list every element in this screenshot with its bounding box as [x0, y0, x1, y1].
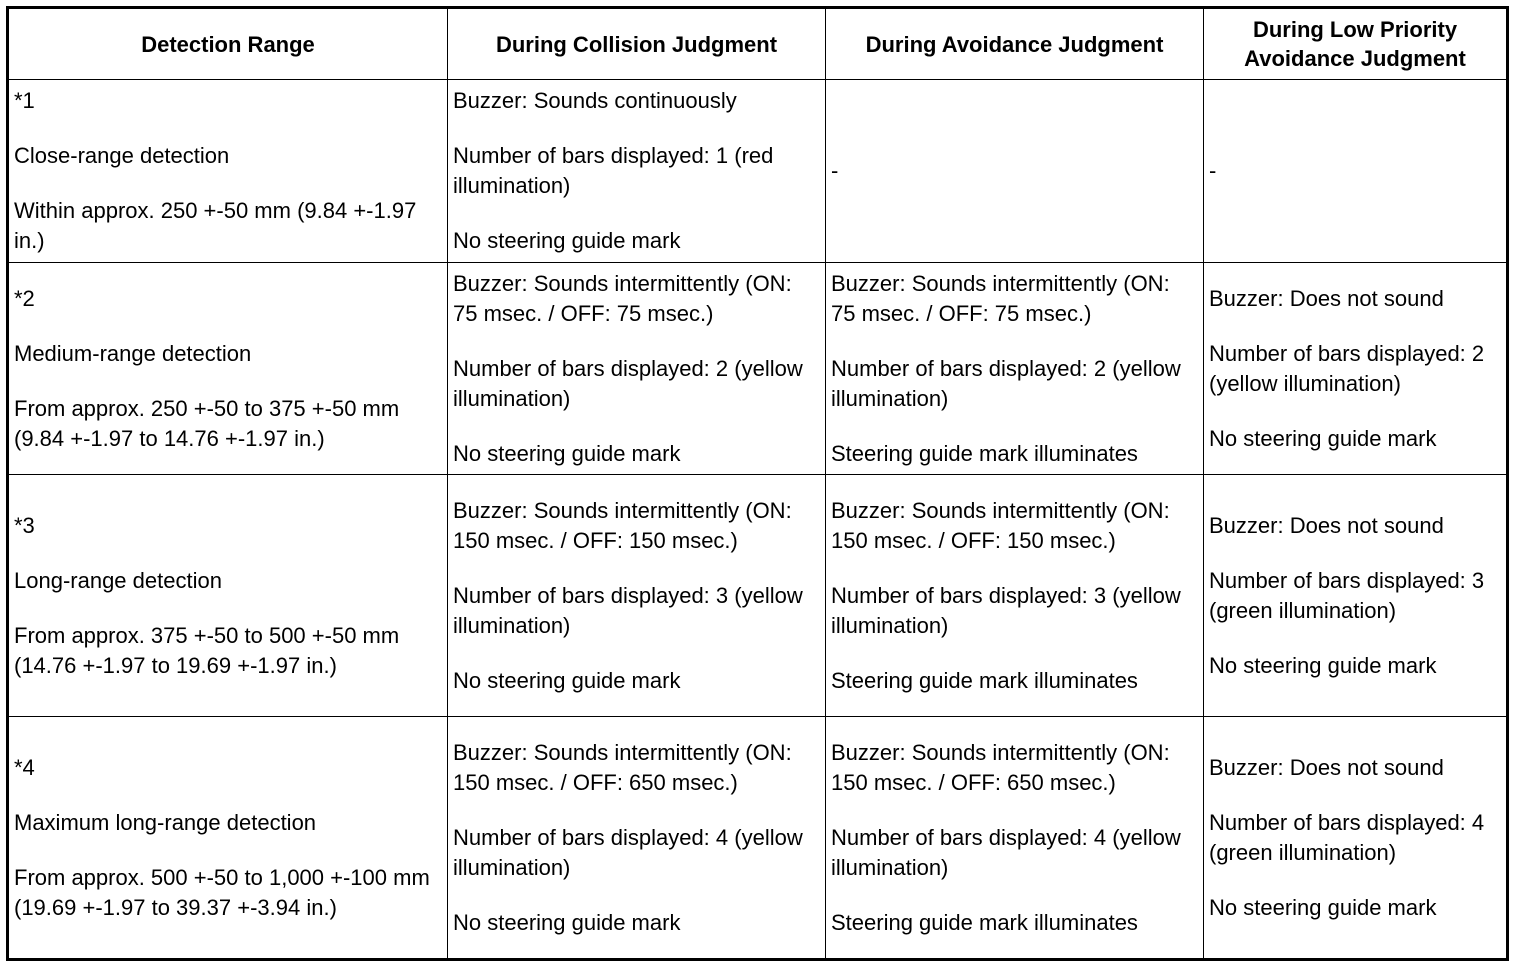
steering-guide-text: No steering guide mark: [453, 440, 681, 466]
bars-text: Number of bars displayed: 4 (yellow illumination): [453, 824, 803, 880]
table-header-row: [8, 8, 1508, 80]
buzzer-text: Buzzer: Sounds intermittently (ON: 75 msec. / OFF: 75 msec.): [453, 270, 792, 326]
range-distance: From approx. 500 +-50 to 1,000 +-100 mm (19.69 +-1.97 to 39.37 +-3.94 in.): [14, 864, 430, 920]
low-priority-judgment-cell: [1204, 80, 1508, 263]
low-priority-judgment-cell: [1204, 475, 1508, 717]
collision-judgment-cell: [448, 717, 826, 960]
bars-text: Number of bars displayed: 2 (yellow illumination): [1209, 340, 1485, 396]
range-marker: *3: [14, 512, 35, 538]
table-row: [8, 263, 1508, 475]
header-low-priority-avoidance-judgment: During Low Priority Avoidance Judgment: [1204, 8, 1508, 80]
avoidance-judgment-cell: [826, 475, 1204, 717]
low-priority-judgment-cell: [1204, 263, 1508, 475]
steering-guide-text: Steering guide mark illuminates: [831, 909, 1138, 935]
buzzer-text: Buzzer: Does not sound: [1209, 512, 1444, 538]
steering-guide-text: No steering guide mark: [1209, 894, 1437, 920]
empty-dash: -: [831, 158, 839, 183]
steering-guide-text: No steering guide mark: [453, 667, 681, 693]
buzzer-text: Buzzer: Sounds intermittently (ON: 150 msec. / OFF: 650 msec.): [453, 739, 792, 795]
detection-range-cell: [8, 263, 448, 475]
table-row: [8, 80, 1508, 263]
header-detection-range: Detection Range: [8, 8, 448, 80]
range-name: Medium-range detection: [14, 340, 252, 366]
bars-text: Number of bars displayed: 1 (red illumination): [453, 143, 774, 198]
collision-judgment-cell: [448, 80, 826, 263]
buzzer-text: Buzzer: Sounds continuously: [453, 88, 737, 113]
range-name: Long-range detection: [14, 567, 222, 593]
bars-text: Number of bars displayed: 2 (yellow illumination): [831, 355, 1181, 411]
buzzer-text: Buzzer: Sounds intermittently (ON: 75 msec. / OFF: 75 msec.): [831, 270, 1170, 326]
low-priority-judgment-cell: [1204, 717, 1508, 960]
detection-range-cell: [8, 475, 448, 717]
range-marker: *1: [14, 88, 35, 113]
detection-range-table: [6, 6, 1509, 961]
buzzer-text: Buzzer: Sounds intermittently (ON: 150 msec. / OFF: 150 msec.): [453, 497, 792, 553]
buzzer-text: Buzzer: Does not sound: [1209, 754, 1444, 780]
range-marker: *4: [14, 754, 35, 780]
empty-dash: -: [1209, 158, 1217, 183]
steering-guide-text: No steering guide mark: [1209, 652, 1437, 678]
steering-guide-text: No steering guide mark: [453, 228, 681, 253]
range-name: Maximum long-range detection: [14, 809, 317, 835]
avoidance-judgment-cell: [826, 717, 1204, 960]
bars-text: Number of bars displayed: 4 (green illumination): [1209, 809, 1485, 865]
buzzer-text: Buzzer: Sounds intermittently (ON: 150 msec. / OFF: 650 msec.): [831, 739, 1170, 795]
steering-guide-text: Steering guide mark illuminates: [831, 667, 1138, 693]
bars-text: Number of bars displayed: 4 (yellow illumination): [831, 824, 1181, 880]
detection-range-cell: [8, 80, 448, 263]
bars-text: Number of bars displayed: 2 (yellow illumination): [453, 355, 803, 411]
range-distance: From approx. 250 +-50 to 375 +-50 mm (9.84 +-1.97 to 14.76 +-1.97 in.): [14, 395, 400, 451]
collision-judgment-cell: [448, 263, 826, 475]
range-name: Close-range detection: [14, 143, 230, 168]
range-distance: Within approx. 250 +-50 mm (9.84 +-1.97 in.): [14, 198, 417, 253]
range-marker: *2: [14, 285, 35, 311]
bars-text: Number of bars displayed: 3 (yellow illumination): [453, 582, 803, 638]
range-distance: From approx. 375 +-50 to 500 +-50 mm (14.76 +-1.97 to 19.69 +-1.97 in.): [14, 622, 400, 678]
bars-text: Number of bars displayed: 3 (yellow illumination): [831, 582, 1181, 638]
bars-text: Number of bars displayed: 3 (green illumination): [1209, 567, 1485, 623]
buzzer-text: Buzzer: Does not sound: [1209, 285, 1444, 311]
header-avoidance-judgment: During Avoidance Judgment: [826, 8, 1204, 80]
steering-guide-text: No steering guide mark: [1209, 425, 1437, 451]
table-row: [8, 717, 1508, 960]
avoidance-judgment-cell: [826, 80, 1204, 263]
header-collision-judgment: During Collision Judgment: [448, 8, 826, 80]
avoidance-judgment-cell: [826, 263, 1204, 475]
steering-guide-text: No steering guide mark: [453, 909, 681, 935]
detection-range-cell: [8, 717, 448, 960]
steering-guide-text: Steering guide mark illuminates: [831, 440, 1138, 466]
table-row: [8, 475, 1508, 717]
buzzer-text: Buzzer: Sounds intermittently (ON: 150 msec. / OFF: 150 msec.): [831, 497, 1170, 553]
collision-judgment-cell: [448, 475, 826, 717]
